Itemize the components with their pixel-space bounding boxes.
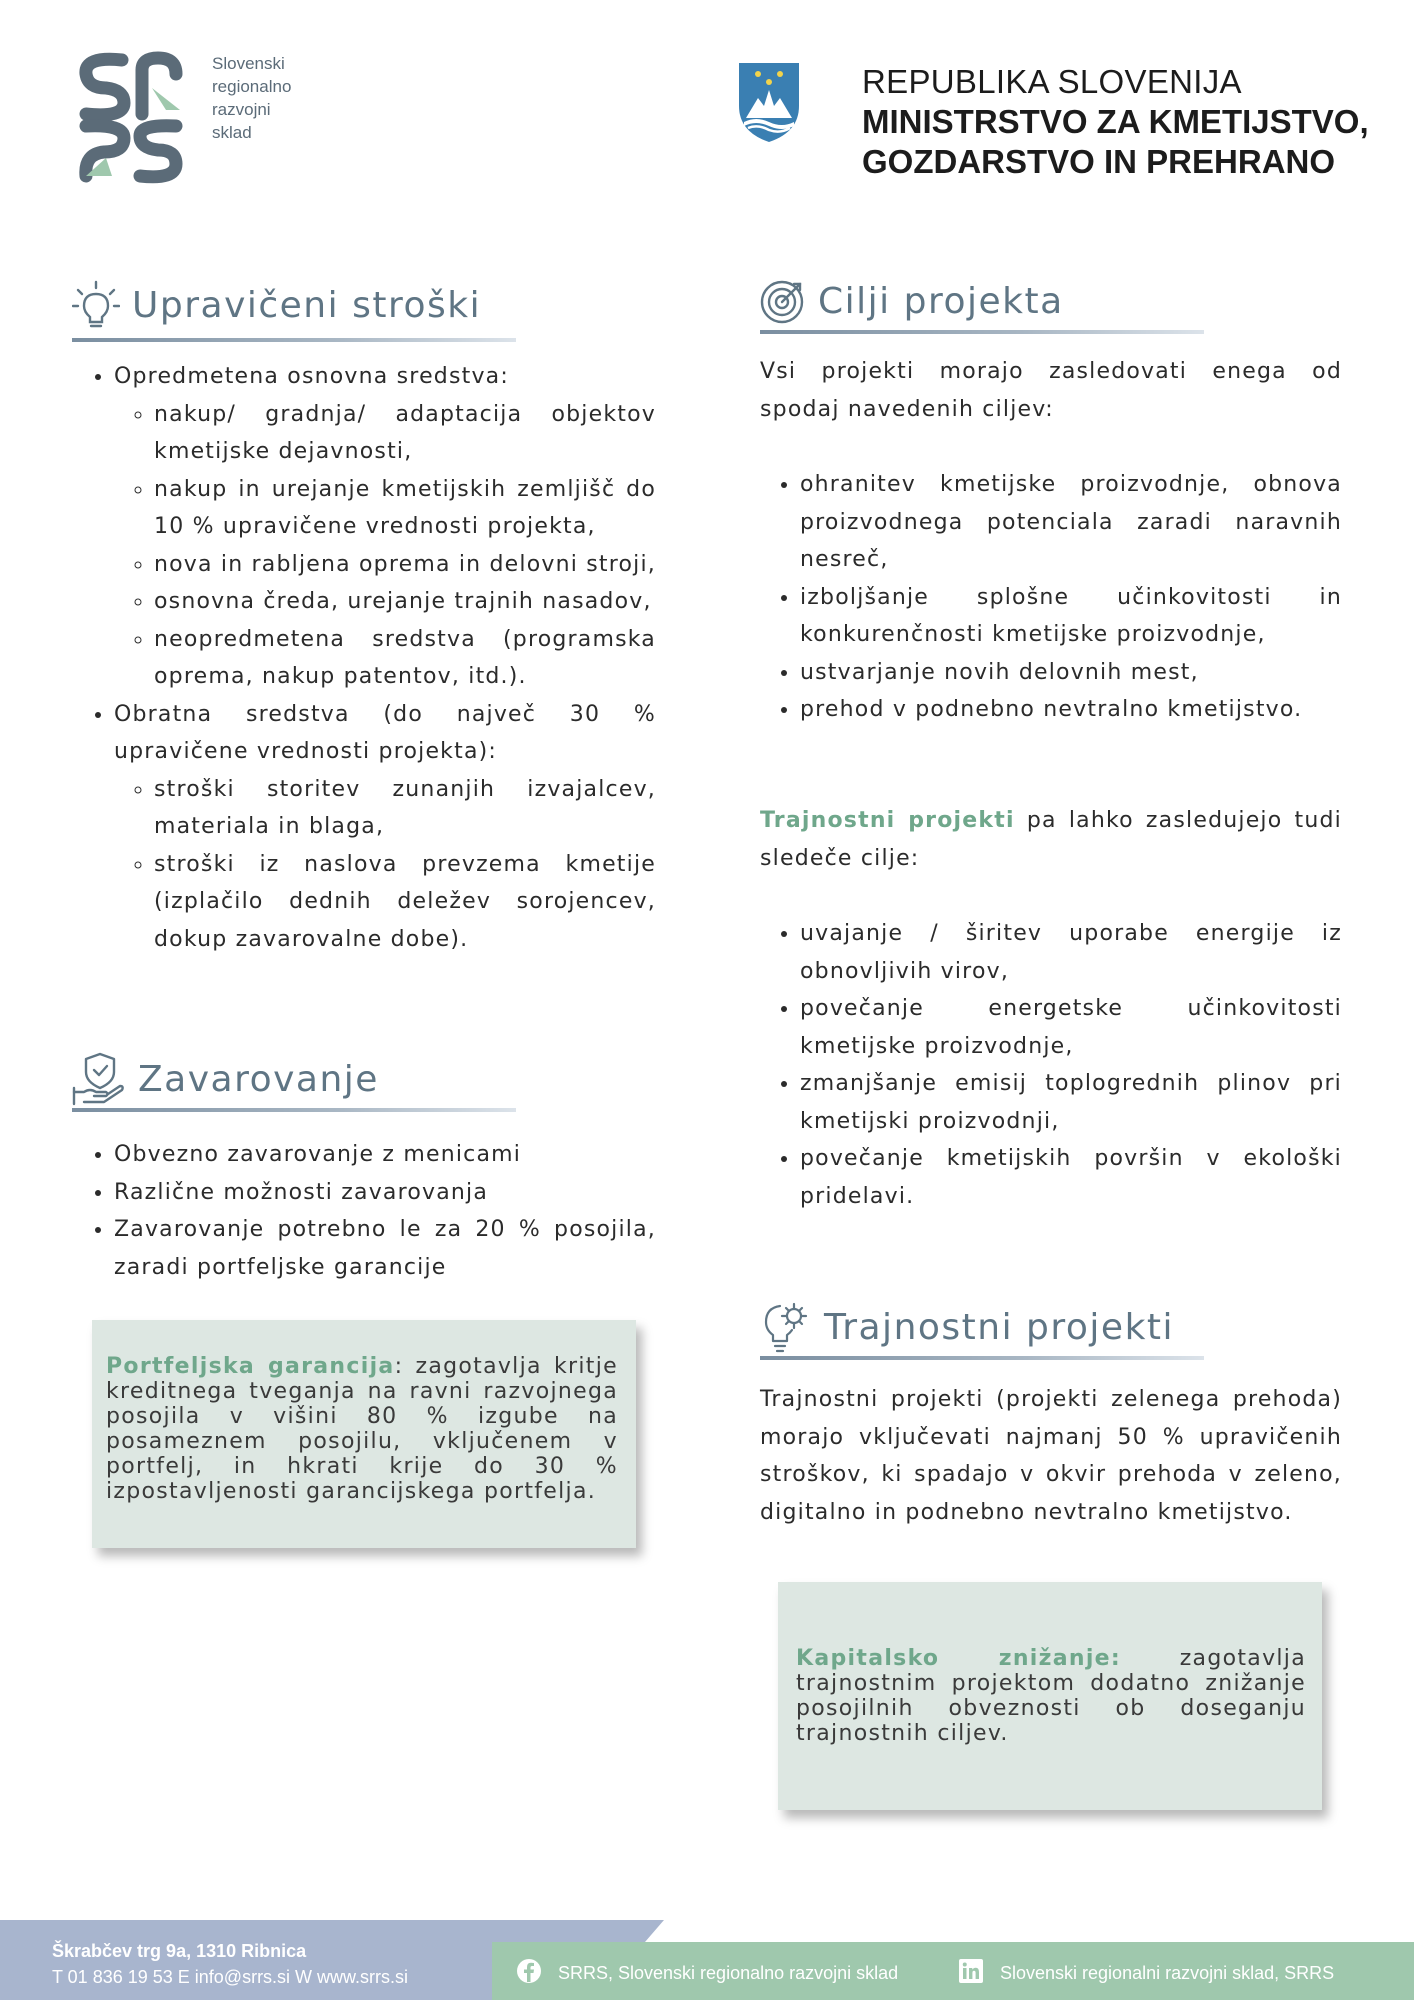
facebook-icon [516,1958,542,1989]
org-name-line: regionalno [212,77,292,96]
ministry-line: MINISTRSTVO ZA KMETIJSTVO, [862,103,1369,140]
list-item: ◦ stroški iz naslova prevzema kmetije (izplačilo dednih deležev sorojencev, dokup zavarovalne dobe). [154,846,656,959]
intro-highlight: Trajnostni projekti [760,808,1015,833]
list-item: • uvajanje / širitev uporabe energije iz obnovljivih virov, [800,915,1342,990]
list-item: ◦ nakup in urejanje kmetijskih zemljišč do 10 % upravičene vrednosti projekta, [154,471,656,546]
sustainable-goals-intro [760,802,1342,877]
gear-bulb-icon [760,1300,812,1354]
goals-intro [760,353,1342,428]
list-item: • ohranitev kmetijske proizvodnje, obnova proizvodnega potenciala zaradi naravnih nesreč, [800,466,1342,579]
ministry-line: REPUBLIKA SLOVENIJA [862,63,1242,100]
linkedin-icon [958,1958,984,1989]
lightbulb-icon [72,280,120,330]
list-item: ◦ stroški storitev zunanjih izvajalcev, materiala in blaga, [154,771,656,846]
list-item-label: Opredmetena osnovna sredstva: [114,364,509,389]
section-divider [72,1108,516,1112]
target-icon [760,278,806,324]
list-item: • Obvezno zavarovanje z menicami [114,1136,656,1174]
section-divider [760,1356,1204,1360]
goals-intro-text: Vsi projekti morajo zasledovati enega od spodaj navedenih ciljev: [760,359,1342,422]
section-title: Zavarovanje [138,1058,379,1100]
list-item: • povečanje kmetijskih površin v ekološki pridelavi. [800,1140,1342,1215]
footer-contact: T 01 836 19 53 E info@srrs.si W www.srrs.si [52,1967,409,1987]
list-item: ◦ osnovna čreda, urejanje trajnih nasadov, [154,583,656,621]
footer-address-block [52,1938,408,1990]
list-item: ◦ neopredmetena sredstva (programska oprema, nakup patentov, itd.). [154,621,656,696]
list-item-label: Obratna sredstva (do največ 30 % upravičene vrednosti projekta): [114,701,656,764]
insurance-heading [72,1052,522,1112]
note-highlight: Portfeljska garancija [106,1354,395,1379]
section-title: Upravičeni stroški [132,284,482,326]
ministry-line: GOZDARSTVO IN PREHRANO [862,143,1336,180]
sustainable-paragraph: Trajnostni projekti (projekti zelenega prehoda) morajo vključevati najmanj 50 % upravičenih stroškov, ki spadajo v okvir prehoda v zeleno, digitalno in podnebno nevtralno kmetijstvo. [760,1387,1342,1525]
list-item: • ustvarjanje novih delovnih mest, [800,654,1342,692]
shield-hand-icon [72,1052,126,1106]
ministry-name [862,62,1369,182]
note-text: : zagotavlja kritje kreditnega tveganja na ravni razvojnega posojila v višini 80 % izgube na posameznem posojilu, vključenem v portfelj, in hkrati krije do 30 % izpostavljenosti garancijskega portfelja. [106,1354,618,1504]
portfolio-guarantee-note [92,1320,636,1548]
list-item: • povečanje energetske učinkovitosti kmetijske proizvodnje, [800,990,1342,1065]
linkedin-link[interactable] [958,1958,1334,1989]
costs-list [74,358,656,958]
list-item: ◦ nova in rabljena oprema in delovni stroji, [154,546,656,584]
org-name [212,52,291,144]
goals-list [760,466,1342,729]
sustainable-text [760,1381,1342,1531]
list-item: • Različne možnosti zavarovanja [114,1174,656,1212]
srrs-logo [76,48,216,188]
list-item [114,358,656,696]
section-title: Cilji projekta [818,280,1064,322]
list-item: • izboljšanje splošne učinkovitosti in konkurenčnosti kmetijske proizvodnje, [800,579,1342,654]
insurance-list [74,1136,656,1286]
footer-address: Škrabčev trg 9a, 1310 Ribnica [52,1941,307,1961]
list-item: • Zavarovanje potrebno le za 20 % posojila, zaradi portfeljske garancije [114,1211,656,1286]
section-divider [760,330,1204,334]
note-highlight: Kapitalsko znižanje: [796,1646,1121,1671]
sustainable-goals-list [760,915,1342,1215]
list-item: ◦ nakup/ gradnja/ adaptacija objektov kmetijske dejavnosti, [154,396,656,471]
costs-heading [72,280,522,342]
slovenia-crest-icon [736,60,802,144]
org-name-line: Slovenski [212,54,285,73]
section-title: Trajnostni projekti [824,1306,1175,1348]
capital-reduction-note [778,1582,1322,1810]
org-name-line: razvojni [212,100,271,119]
facebook-label: SRRS, Slovenski regionalno razvojni sklad [558,1963,899,1983]
section-divider [72,338,516,342]
list-item: • zmanjšanje emisij toplogrednih plinov pri kmetijski proizvodnji, [800,1065,1342,1140]
linkedin-label: Slovenski regionalni razvojni sklad, SRRS [1000,1963,1335,1983]
org-name-line: sklad [212,123,252,142]
intro-text: pa lahko zasledujejo tudi sledeče cilje: [760,808,1342,871]
note-text: zagotavlja trajnostnim projektom dodatno znižanje posojilnih obveznosti ob doseganju trajnostnih ciljev. [796,1646,1306,1746]
list-item [114,696,656,959]
sustainable-heading [760,1300,1210,1360]
facebook-link[interactable] [516,1958,898,1989]
list-item: • prehod v podnebno nevtralno kmetijstvo. [800,691,1342,729]
goals-heading [760,278,1210,334]
